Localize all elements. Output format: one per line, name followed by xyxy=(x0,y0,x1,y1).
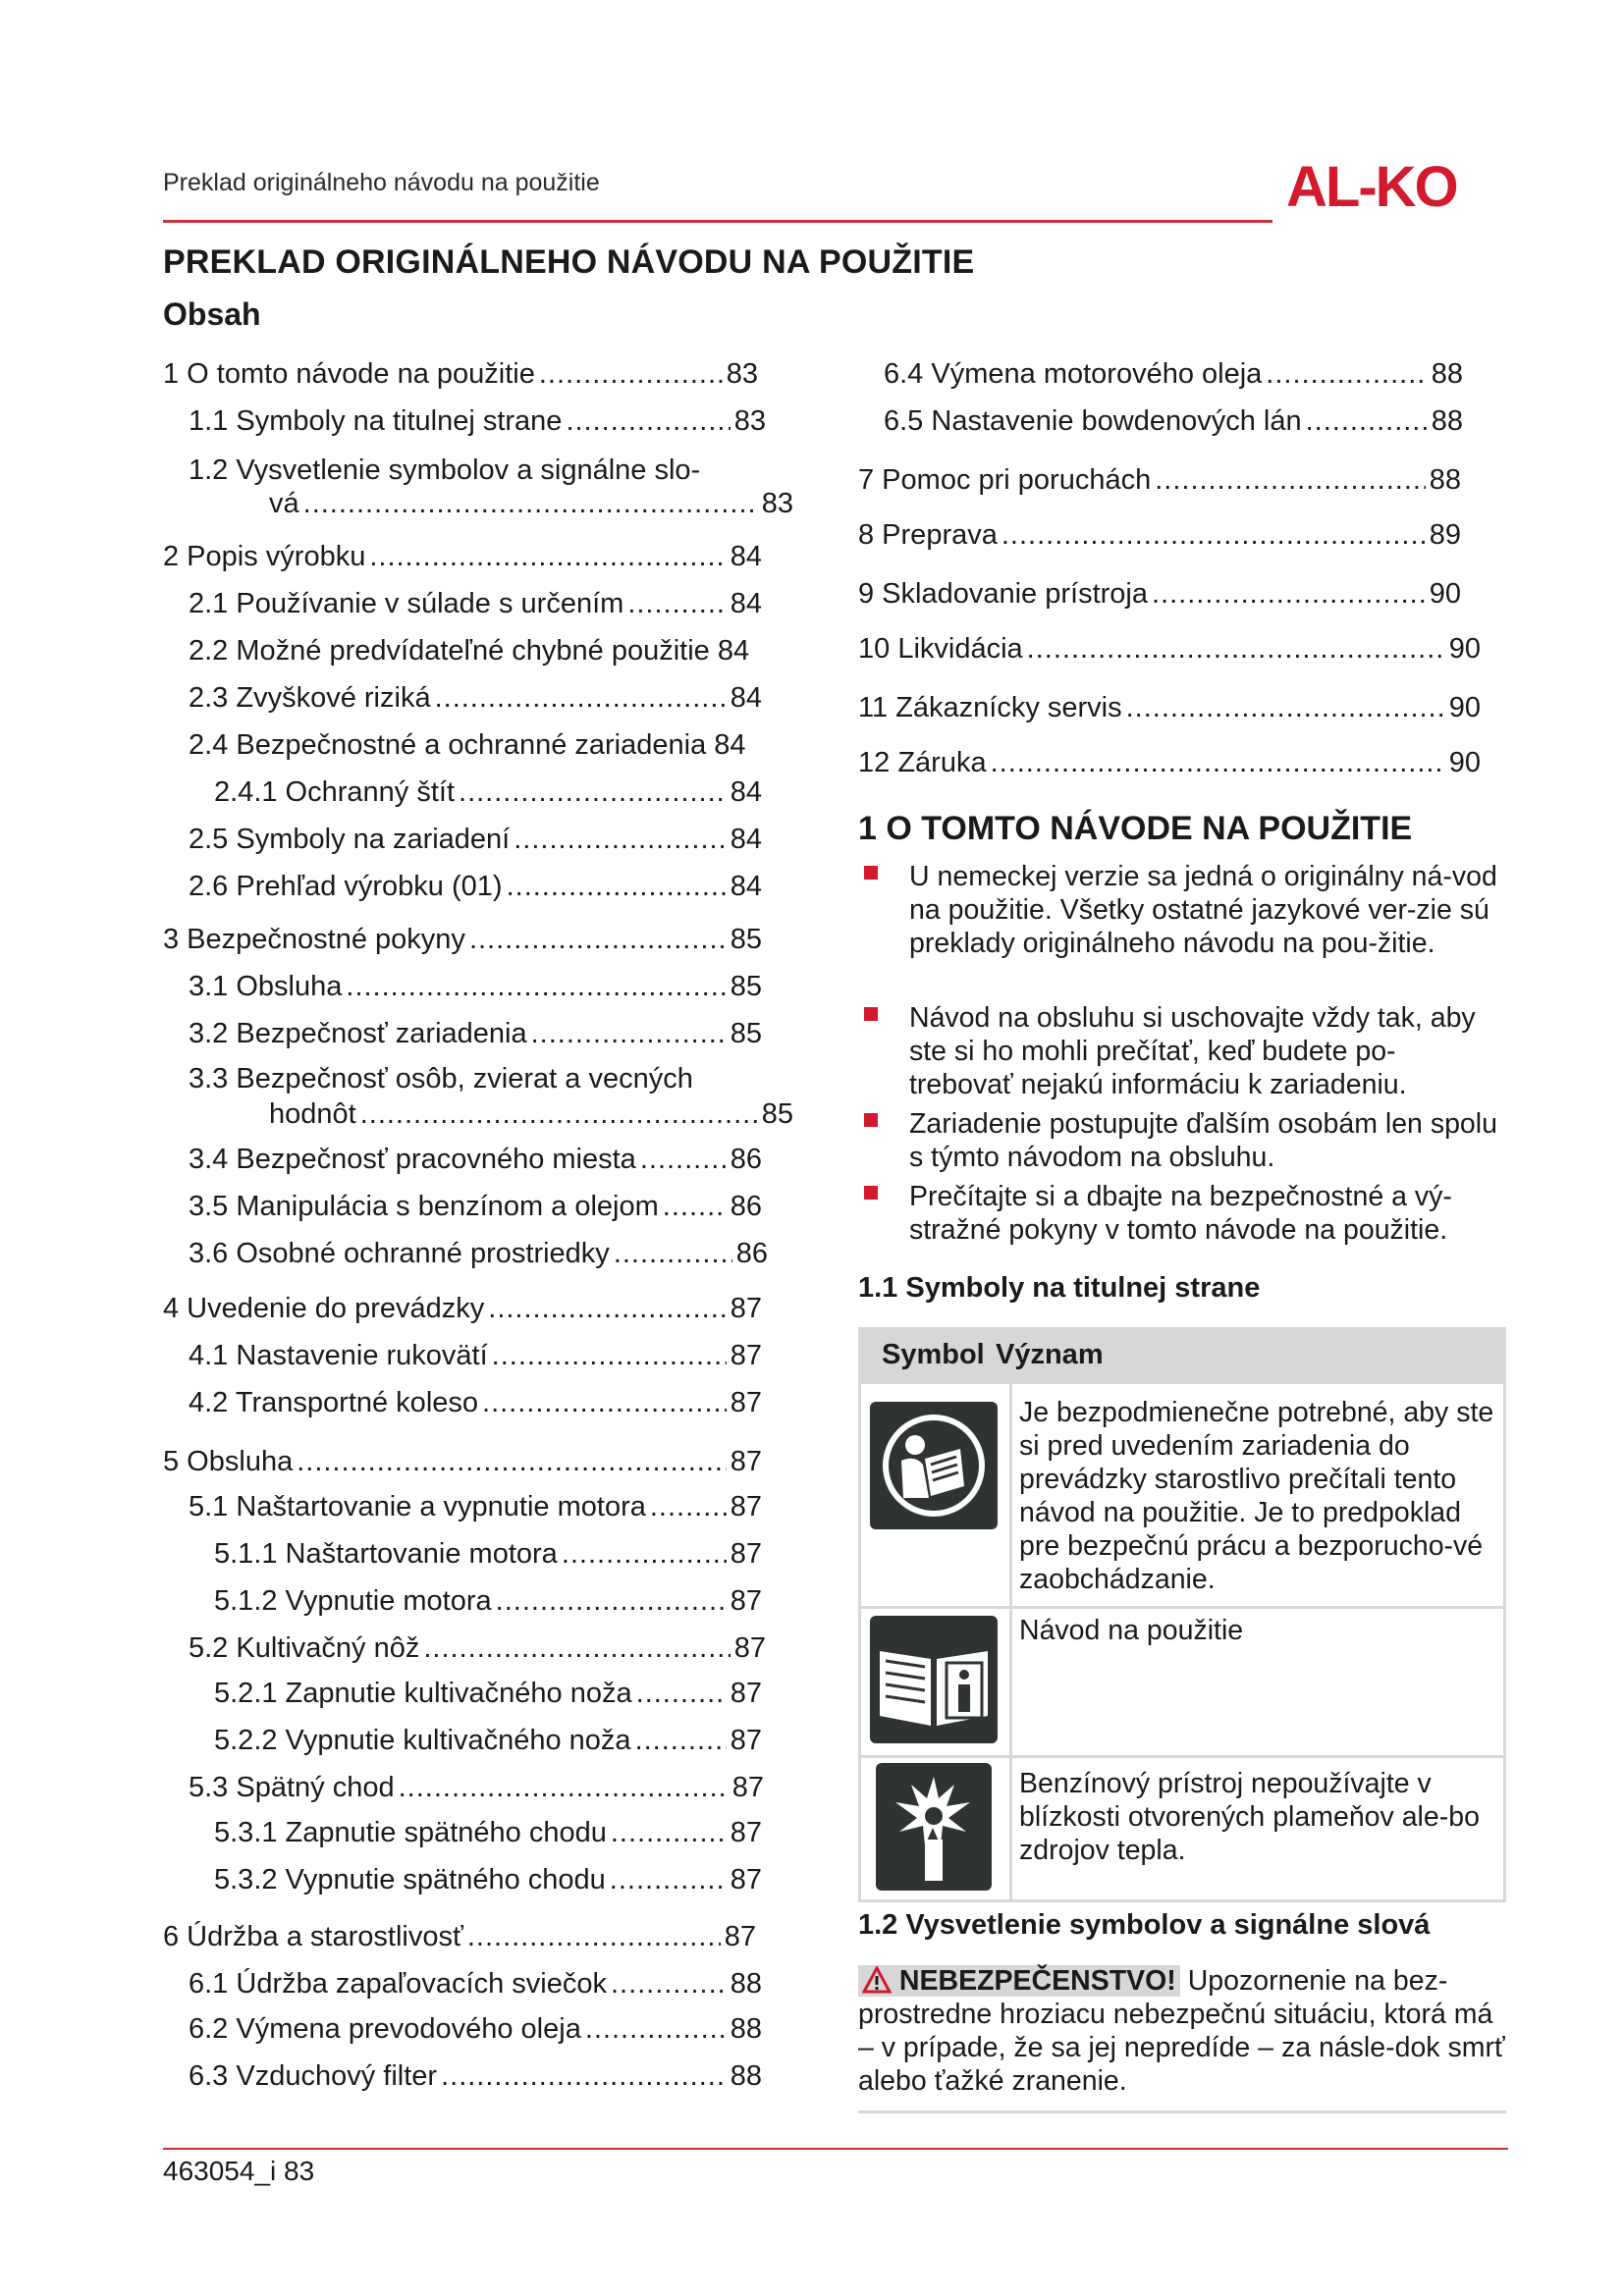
row-description: Návod na použitie xyxy=(1019,1615,1244,1646)
danger-rule xyxy=(858,2110,1506,2113)
toc-entry[interactable]: 5.1 Naštartovanie a vypnutie motora ..... 87 xyxy=(189,1490,762,1523)
bullet-text: U nemeckej verzie sa jedná o originálny ná-vod na použitie. Všetky ostatné jazykové ver-zie sú preklady originálneho návodu na pou-žitie. xyxy=(909,861,1497,959)
danger-notice xyxy=(858,1964,1506,2098)
toc-entry[interactable]: 2.5 Symboly na zariadení ..... 84 xyxy=(189,823,762,856)
section-1-title: 1 O TOMTO NÁVODE NA POUŽITIE xyxy=(858,810,1413,847)
table-row xyxy=(858,1606,1506,1758)
table-row xyxy=(858,1384,1506,1609)
toc-entry[interactable]: 2 Popis výrobku ..... 84 xyxy=(163,540,762,573)
alko-logo xyxy=(1286,157,1502,212)
toc-entry[interactable]: 6 Údržba a starostlivosť ..... 87 xyxy=(163,1920,756,1953)
read-manual-icon xyxy=(870,1402,998,1529)
toc-entry[interactable]: 2.6 Prehľad výrobku (01) ..... 84 xyxy=(189,870,762,903)
bullet-text: Zariadenie postupujte ďalším osobám len spolu s týmto návodom na obsluhu. xyxy=(909,1108,1497,1173)
bullet-square-icon xyxy=(864,866,878,880)
toc-entry[interactable]: 4.1 Nastavenie rukovätí ..... 87 xyxy=(189,1339,762,1372)
bullet-square-icon xyxy=(864,1186,878,1200)
toc-entry[interactable]: 5.1.2 Vypnutie motora ..... 87 xyxy=(214,1584,762,1618)
toc-entry[interactable]: 5.2 Kultivačný nôž ..... 87 xyxy=(189,1631,766,1665)
toc-entry[interactable]: 9 Skladovanie prístroja ..... 90 xyxy=(858,577,1461,611)
toc-entry[interactable]: 6.2 Výmena prevodového oleja ..... 88 xyxy=(189,2012,762,2046)
table-header xyxy=(858,1327,1506,1384)
header-text: Preklad originálneho návodu na použitie xyxy=(163,169,600,196)
toc-entry[interactable]: 3.1 Obsluha ..... 85 xyxy=(189,970,762,1003)
toc-entry[interactable]: 4.2 Transportné koleso ..... 87 xyxy=(189,1386,762,1419)
toc-entry[interactable]: 1 O tomto návode na použitie ..... 83 xyxy=(163,357,758,391)
toc-entry[interactable]: 5.3.1 Zapnutie spätného chodu ..... 87 xyxy=(214,1816,762,1849)
toc-entry[interactable]: 3.4 Bezpečnosť pracovného miesta ..... 86 xyxy=(189,1143,762,1176)
toc-entry[interactable]: 2.3 Zvyškové riziká ..... 84 xyxy=(189,681,762,715)
logo-text: AL-KO xyxy=(1286,157,1457,212)
toc-entry[interactable]: 3.2 Bezpečnosť zariadenia ..... 85 xyxy=(189,1017,762,1050)
col-symbol-header: Symbol xyxy=(882,1339,985,1370)
toc-entry[interactable]: 2.4 Bezpečnostné a ochranné zariadenia 84 xyxy=(189,729,746,761)
toc-entry[interactable]: 5.3.2 Vypnutie spätného chodu ..... 87 xyxy=(214,1863,762,1896)
toc-entry[interactable]: 5.2.1 Zapnutie kultivačného noža ..... 87 xyxy=(214,1677,762,1710)
toc-entry[interactable]: 2.4.1 Ochranný štít ..... 84 xyxy=(214,775,762,809)
col-meaning-header: Význam xyxy=(996,1339,1104,1370)
no-flame-icon xyxy=(876,1763,992,1891)
toc-entry[interactable]: 5.2.2 Vypnutie kultivačného noža ..... 87 xyxy=(214,1724,762,1757)
toc-entry[interactable]: 12 Záruka ..... 90 xyxy=(858,746,1481,779)
toc-entry[interactable]: 6.3 Vzduchový filter ..... 88 xyxy=(189,2059,762,2093)
bullet-square-icon xyxy=(864,1007,878,1021)
toc-entry[interactable]: 1.2 Vysvetlenie symbolov a signálne slo- xyxy=(189,454,701,486)
bullet-square-icon xyxy=(864,1113,878,1127)
toc-entry[interactable]: 4 Uvedenie do prevádzky ..... 87 xyxy=(163,1292,762,1325)
danger-text: Upozornenie na bez-prostredne hroziacu nebezpečnú situáciu, ktorá má – v prípade, že sa jej nepredíde – za násle-dok smrť alebo ťažké zranenie. xyxy=(858,1965,1505,2097)
danger-label: NEBEZPEČENSTVO! xyxy=(858,1965,1180,1997)
section-1-1-title: 1.1 Symboly na titulnej strane xyxy=(858,1272,1261,1304)
row-description: Je bezpodmienečne potrebné, aby ste si pred uvedením zariadenia do prevádzky starostlivo prečítali tento návod na použitie. Je to predpoklad pre bezpečnú prácu a bezporucho-vé zaobchádzanie. xyxy=(1019,1397,1494,1595)
manual-info-icon xyxy=(870,1616,998,1743)
section-1-2-title: 1.2 Vysvetlenie symbolov a signálne slová xyxy=(858,1909,1431,1941)
toc-entry[interactable]: 1.1 Symboly na titulnej strane ..... 83 xyxy=(189,404,766,438)
toc-heading: Obsah xyxy=(163,296,261,332)
toc-entry[interactable]: 8 Preprava ..... 89 xyxy=(858,518,1461,552)
header-rule xyxy=(163,220,1272,223)
toc-entry[interactable]: 6.1 Údržba zapaľovacích sviečok ..... 88 xyxy=(189,1967,762,2001)
footer-rule xyxy=(163,2148,1508,2150)
toc-entry[interactable]: 10 Likvidácia ..... 90 xyxy=(858,632,1481,666)
bullet-text: Prečítajte si a dbajte na bezpečnostné a vý-stražné pokyny v tomto návode na použitie. xyxy=(909,1181,1452,1246)
footer-page-number: 463054_i 83 xyxy=(163,2156,315,2186)
toc-entry-continuation[interactable]: vá ..... 83 xyxy=(269,487,793,520)
page-title: PREKLAD ORIGINÁLNEHO NÁVODU NA POUŽITIE xyxy=(163,243,975,281)
symbol-table xyxy=(858,1327,1506,1902)
toc-entry[interactable]: 5 Obsluha ..... 87 xyxy=(163,1445,762,1478)
toc-entry[interactable]: 3.3 Bezpečnosť osôb, zvierat a vecných xyxy=(189,1063,693,1095)
warning-triangle-icon xyxy=(862,1966,892,1994)
toc-entry[interactable]: 3.5 Manipulácia s benzínom a olejom ..... 86 xyxy=(189,1190,762,1223)
toc-entry[interactable]: 5.3 Spätný chod ..... 87 xyxy=(189,1771,764,1804)
toc-entry[interactable]: 3.6 Osobné ochranné prostriedky ..... 86 xyxy=(189,1237,768,1270)
toc-entry[interactable]: 6.4 Výmena motorového oleja ..... 88 xyxy=(884,357,1463,391)
toc-entry[interactable]: 2.1 Používanie v súlade s určením ..... 84 xyxy=(189,587,762,620)
toc-entry[interactable]: 3 Bezpečnostné pokyny ..... 85 xyxy=(163,923,762,956)
toc-entry[interactable]: 5.1.1 Naštartovanie motora ..... 87 xyxy=(214,1537,762,1571)
table-row xyxy=(858,1755,1506,1902)
row-description: Benzínový prístroj nepoužívajte v blízkosti otvorených plameňov ale-bo zdrojov tepla. xyxy=(1019,1768,1480,1866)
bullet-text: Návod na obsluhu si uschovajte vždy tak, aby ste si ho mohli prečítať, keď budete po-trebovať nejakú informáciu k zariadeniu. xyxy=(909,1002,1476,1100)
toc-entry[interactable]: 2.2 Možné predvídateľné chybné použitie 84 xyxy=(189,635,750,667)
toc-entry[interactable]: 11 Zákaznícky servis ..... 90 xyxy=(858,691,1481,724)
toc-entry[interactable]: 6.5 Nastavenie bowdenových lán ..... 88 xyxy=(884,404,1463,438)
toc-entry-continuation[interactable]: hodnôt ..... 85 xyxy=(269,1097,793,1131)
toc-entry[interactable]: 7 Pomoc pri poruchách ..... 88 xyxy=(858,463,1461,497)
